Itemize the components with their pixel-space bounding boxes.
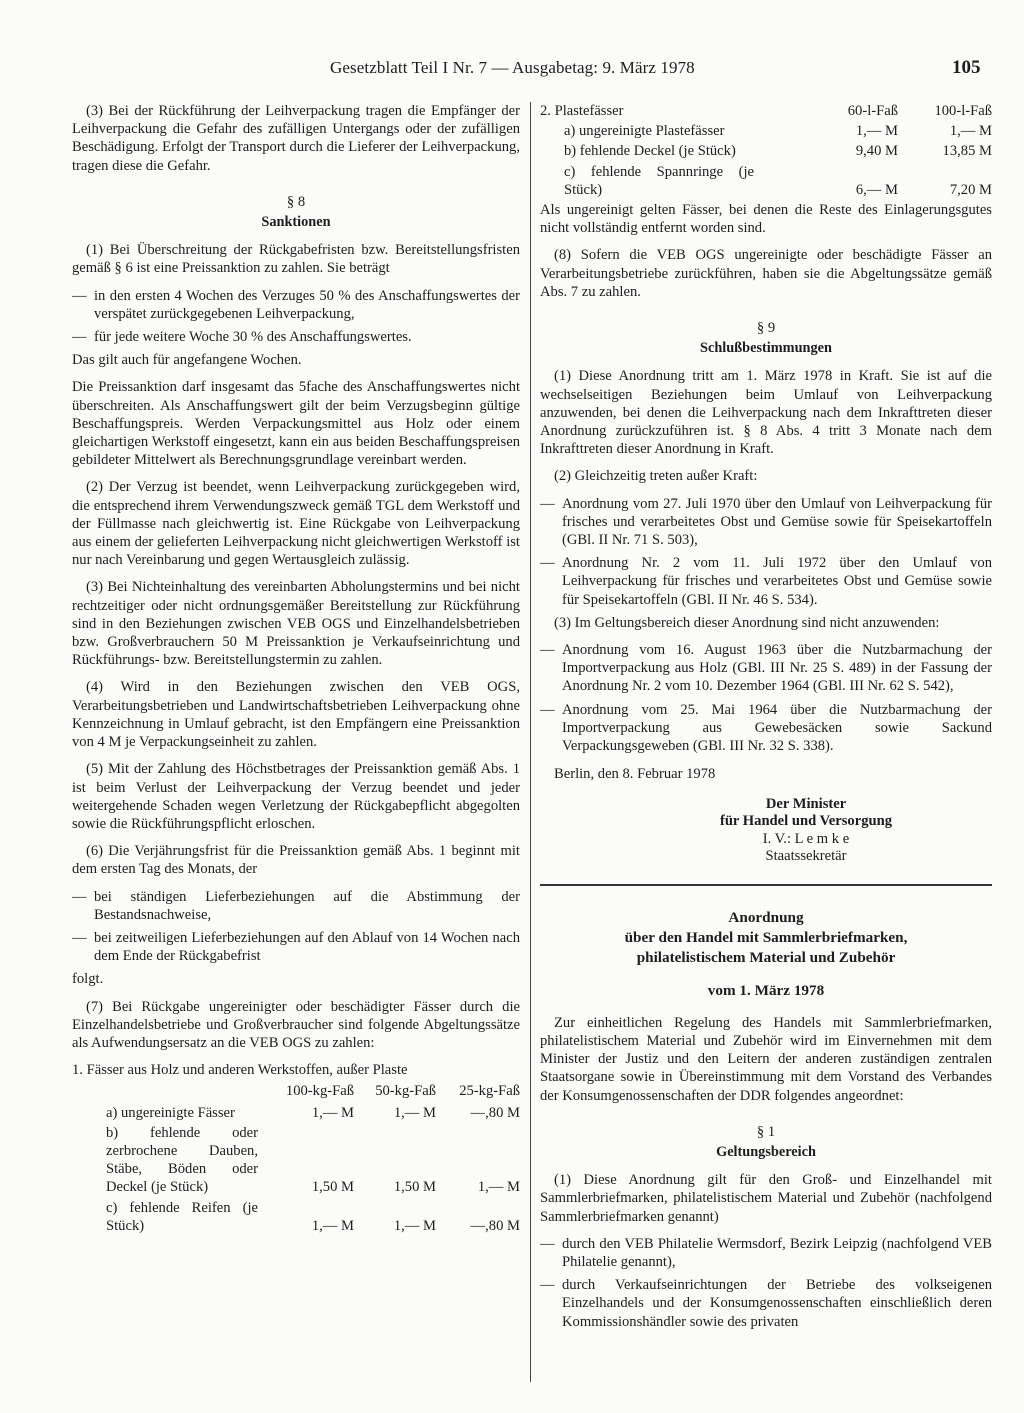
section-9-number: § 9: [756, 320, 776, 337]
dash-text: für jede weitere Woche 30 % des Anschaffungswertes.: [94, 329, 412, 346]
anordnung-title: [540, 908, 992, 968]
dash-text: Anordnung vom 16. August 1963 über die Nutzbarmachung der Importverpackung aus Holz (GBl. III Nr. 25 S. 489) in der Fassung der Anordnung Nr. 2 vom 10. Dezember 1964 (GBl. III Nr. 62 S. 542),: [562, 642, 992, 695]
preamble: Zur einheitlichen Regelung des Handels mit Sammlerbriefmarken, philatelistischem Material und Zubehör wird im Einvernehmen mit dem Minister der Justiz und den Leitern der anderen zuständigen zentralen Staatsorgane sowie in Übereinstimmung mit dem Vorstand des Verbandes der Konsumgenossenschaften der DDR folgendes angeordnet:: [540, 1014, 992, 1104]
s8-paragraph-6-end: folgt.: [72, 971, 104, 988]
table-row-label: b) fehlende Deckel (je Stück): [564, 143, 736, 160]
section-8-number: § 8: [286, 193, 306, 210]
table-header-cell: 100-kg-Faß: [285, 1083, 354, 1100]
table-cell: —,80 M: [470, 1217, 520, 1234]
table-cell: 1,— M: [393, 1217, 436, 1234]
dash-mark: —: [540, 495, 555, 512]
dash-mark: —: [540, 555, 555, 572]
dash-text: durch Verkaufseinrichtungen der Betriebe des volkseigenen Einzelhandels und der Konsumgenossenschaften einschließlich deren Kommissionshändler sowie des privaten: [562, 1277, 992, 1330]
s8-paragraph-2: (2) Der Verzug ist beendet, wenn Leihverpackung zurückgegeben wird, die entsprechend ihrem Verwendungszweck gemäß TGL dem Werkstoff und der Füllmasse nach gleichwertig ist. Eine Rückgabe von Leihverpackung aus einem der gelieferten Leihverpackung nicht gleichwertigen Werkstoff ist nur nach Vereinbarung und gegen Wertausgleich zulässig.: [72, 479, 520, 569]
table-1: [72, 1082, 520, 1235]
table-header-cell: 100-l-Faß: [934, 103, 992, 119]
table-cell: 1,— M: [393, 1104, 436, 1121]
table-cell: 1,— M: [855, 123, 898, 140]
s8-paragraph-1: (1) Bei Überschreitung der Rückgabefristen bzw. Bereitstellungsfristen gemäß § 6 ist eine Preissanktion zu zahlen. Sie beträgt: [72, 242, 520, 277]
table-2-title: 2. Plastefässer: [540, 103, 624, 119]
signatory-role: Staatssekretär: [765, 848, 847, 864]
section-1-number: § 1: [756, 1123, 776, 1140]
signatory-name: I. V.: L e m k e: [762, 830, 850, 847]
table-row: [72, 1122, 520, 1197]
s9-paragraph-3: (3) Im Geltungsbereich dieser Anordnung sind nicht anzuwenden:: [554, 614, 940, 631]
dash-text: Anordnung vom 25. Mai 1964 über die Nutzbarmachung der Importverpackung aus Gewebesäcken sowie Sackund Verpackungsgeweben (GBl. III Nr. 32 S. 338).: [562, 701, 992, 755]
section-divider: [540, 884, 992, 886]
anordnung-title-line-2: über den Handel mit Sammlerbriefmarken,: [624, 928, 908, 946]
section-8-title: Sanktionen: [261, 214, 331, 231]
dash-mark: —: [540, 1235, 555, 1252]
dash-mark: —: [540, 701, 555, 718]
paragraph-8-3-previous: (3) Bei der Rückführung der Leihverpackung tragen die Empfänger der Leihverpackung die Gefahr des zufälligen Untergangs oder der zufälligen Beschädigung. Erfolgt der Transport durch die Lieferer der Leihverpackung, tragen diese die Gefahr.: [72, 103, 520, 174]
table-2: [540, 102, 992, 199]
dash-text: bei ständigen Lieferbeziehungen auf die Abstimmung der Bestandsnachweise,: [94, 888, 520, 923]
page-header: [0, 58, 1024, 84]
s1-paragraph-1: (1) Diese Anordnung gilt für den Groß- und Einzelhandel mit Sammlerbriefmarken, philatelistischem Material und Zubehör (nachfolgend Sammlerbriefmarken genannt): [540, 1172, 992, 1225]
dash-mark: —: [72, 929, 87, 946]
table-cell: 1,— M: [949, 123, 992, 140]
s9-p2-dash-item: [540, 495, 992, 550]
dash-mark: —: [72, 888, 87, 905]
minister-title-2: für Handel und Versorgung: [719, 813, 893, 829]
table-cell: —,80 M: [470, 1104, 520, 1121]
s1-dash-item: [540, 1235, 992, 1271]
dash-mark: —: [72, 287, 87, 304]
s8-paragraph-8: (8) Sofern die VEB OGS ungereinigte oder beschädigte Fässer an Verarbeitungsbetriebe zurückführen, haben sie die Abgeltungssätze gemäß Abs. 7 zu zahlen.: [540, 247, 992, 300]
s8-p6-dash-item: [72, 929, 520, 965]
section-9-title: Schlußbestimmungen: [700, 340, 832, 357]
s8-paragraph-4: (4) Wird in den Beziehungen zwischen den VEB OGS, Verarbeitungsbetrieben und Landwirtschaftsbetrieben Leihverpackung ohne Kennzeichnung in Umlauf gebracht, ist den Empfängern eine Preissanktion von 4 M je Verpackungseinheit zu zahlen.: [72, 679, 520, 751]
table-cell: 1,— M: [477, 1179, 520, 1196]
table-row: [72, 1101, 520, 1122]
dash-text: in den ersten 4 Wochen des Verzuges 50 % des Anschaffungswertes der verspätet zurückgegebenen Leihverpackung,: [94, 287, 520, 322]
s8-paragraph-7: (7) Bei Rückgabe ungereinigter oder beschädigter Fässer durch die Einzelhandelsbetriebe und Großverbraucher sind folgende Abgeltungssätze als Aufwendungsersatz an die VEB OGS zu zahlen:: [72, 998, 520, 1051]
anordnung-title-line-1: Anordnung: [728, 908, 804, 926]
table-row: [540, 140, 992, 160]
dash-text: durch den VEB Philatelie Wermsdorf, Bezirk Leipzig (nachfolgend VEB Philatelie genannt),: [562, 1235, 992, 1270]
s9-paragraph-1: (1) Diese Anordnung tritt am 1. März 1978 in Kraft. Sie ist auf die wechselseitigen Beziehungen beim Umlauf von Leihverpackung anzuwenden, bei denen die Leihverpackung nach dem Inkrafttreten dieser Anordnung zurückzuführen ist. § 8 Abs. 4 tritt 3 Monate nach dem Inkrafttreten dieser Anordnung in Kraft.: [540, 368, 992, 458]
s8-paragraph-5: (5) Mit der Zahlung des Höchstbetrages der Preissanktion gemäß Abs. 1 ist beim Verlust der Leihverpackung der Verzug beendet und jeder weitergehende Schaden wegen Verletzung der Rückgabepflicht abgegolten sowie die Rückführungspflicht erloschen.: [72, 761, 520, 832]
table-cell: 6,— M: [855, 181, 898, 198]
s9-p3-dash-item: [540, 641, 992, 696]
dash-mark: —: [540, 1277, 555, 1294]
left-column: [72, 102, 520, 1235]
table-row: [540, 161, 992, 199]
anordnung-title-line-3: philatelistischem Material und Zubehör: [636, 948, 896, 966]
table-row-label: b) fehlende oder zerbrochene Dauben, Stäbe, Böden oder Deckel (je Stück): [106, 1124, 258, 1196]
table-row-label: c) fehlende Spannringe (je Stück): [564, 163, 754, 198]
dash-text: Anordnung Nr. 2 vom 11. Juli 1972 über den Umlauf von Leihverpackung für frisches und verarbeitetes Obst und Gemüse sowie für Speisekartoffeln (GBl. II Nr. 46 S. 534).: [562, 555, 992, 608]
s1-dash-item: [540, 1276, 992, 1331]
section-1-title: Geltungsbereich: [716, 1143, 816, 1160]
table-cell: 7,20 M: [949, 181, 992, 198]
column-divider: [530, 102, 531, 1382]
table-header-cell: 25-kg-Faß: [459, 1083, 520, 1100]
table-row-label: a) ungereinigte Fässer: [106, 1104, 235, 1121]
table-cell: 13,85 M: [942, 143, 992, 160]
table-cell: 1,50 M: [311, 1179, 354, 1196]
header-title: Gesetzblatt Teil I Nr. 7 — Ausgabetag: 9. März 1978: [330, 58, 695, 77]
s9-paragraph-2: (2) Gleichzeitig treten außer Kraft:: [554, 468, 758, 485]
s8-paragraph-1c: Die Preissanktion darf insgesamt das 5fache des Anschaffungswertes nicht überschreiten. Als Anschaffungswert gilt der beim Verzugsbeginn gültige Beschaffungspreis. Werden Verpackungsmittel aus Holz oder einem gleichartigen Werkstoff eingesetzt, kann ein aus beiden Beschaffungspreisen gebildeter Mittelwert als Berechnungsgrundlage vereinbart werden.: [72, 379, 520, 469]
table-cell: 1,— M: [311, 1104, 354, 1121]
table-1-title: 1. Fässer aus Holz und anderen Werkstoffen, außer Plaste: [72, 1062, 408, 1079]
s8-p6-dash-item: [72, 888, 520, 924]
s8-dash-item: [72, 328, 520, 346]
note-uncleaned: Als ungereinigt gelten Fässer, bei denen die Reste des Einlagerungsgutes nicht vollständig entfernt worden sind.: [540, 202, 992, 237]
s9-p3-dash-item: [540, 701, 992, 756]
place-date: Berlin, den 8. Februar 1978: [554, 766, 716, 783]
table-cell: 9,40 M: [855, 143, 898, 160]
table-row: [72, 1197, 520, 1235]
s8-dash-item: [72, 287, 520, 323]
s8-paragraph-1b: Das gilt auch für angefangene Wochen.: [72, 352, 302, 369]
anordnung-date: vom 1. März 1978: [707, 981, 825, 999]
table-cell: 1,— M: [311, 1217, 354, 1234]
table-header-cell: 50-kg-Faß: [375, 1083, 436, 1100]
table-row-label: a) ungereinigte Plastefässer: [564, 123, 725, 140]
page-number: 105: [952, 57, 981, 78]
table-row-label: c) fehlende Reifen (je Stück): [106, 1199, 258, 1234]
table-header-row: [540, 102, 992, 120]
dash-text: bei zeitweiligen Lieferbeziehungen auf den Ablauf von 14 Wochen nach dem Ende der Rückgabefrist: [94, 929, 520, 965]
table-header-row: [72, 1082, 520, 1100]
minister-title-1: Der Minister: [765, 795, 847, 812]
s8-paragraph-6: (6) Die Verjährungsfrist für die Preissanktion gemäß Abs. 1 beginnt mit dem ersten Tag des Monats, der: [72, 843, 520, 878]
table-header-cell: 60-l-Faß: [847, 103, 898, 119]
dash-mark: —: [72, 329, 87, 346]
s9-p2-dash-item: [540, 554, 992, 609]
table-cell: 1,50 M: [393, 1179, 436, 1196]
s8-paragraph-3: (3) Bei Nichteinhaltung des vereinbarten Abholungstermins und bei nicht rechtzeitiger oder nicht ordnungsgemäßer Bereitstellung zur Rückführung sind in den Beziehungen zwischen VEB OGS und Einzelhandelsbetrieben bzw. Großverbrauchern 50 M Preissanktion je Verkaufseinrichtung und Rückführungs- bzw. Bereitstellungstermin zu zahlen.: [72, 579, 520, 669]
right-column: [540, 102, 992, 1336]
dash-text: Anordnung vom 27. Juli 1970 über den Umlauf von Leihverpackung für frisches und verarbeitetes Obst und Gemüse sowie für Speisekartoffeln (GBl. II Nr. 71 S. 503),: [562, 495, 992, 549]
table-row: [540, 120, 992, 140]
dash-mark: —: [540, 642, 555, 659]
